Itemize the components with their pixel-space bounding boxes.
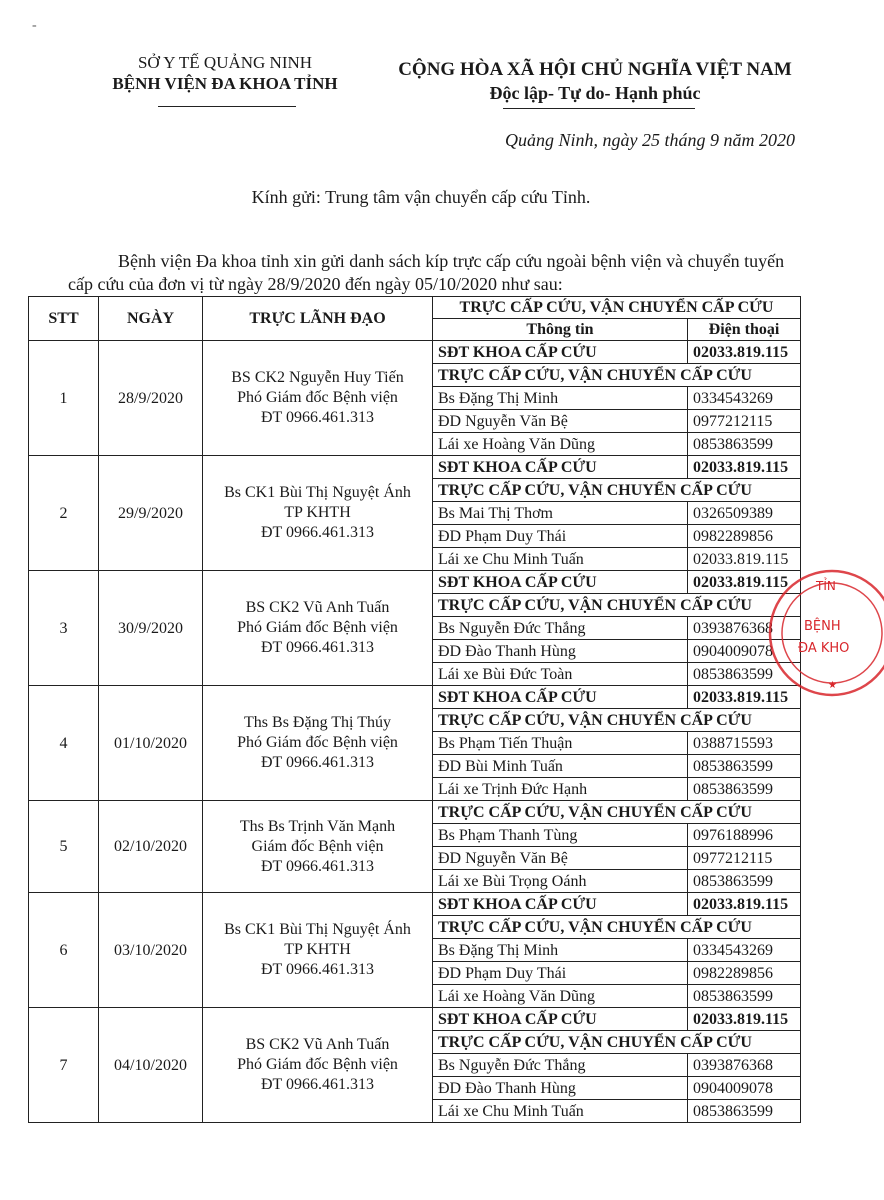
leader-line: Phó Giám đốc Bệnh viện [237,389,398,406]
row-date: 01/10/2020 [99,686,203,801]
motto-underline [503,108,695,109]
row-stt: 1 [29,341,99,456]
staff-name: Bs Đặng Thị Minh [433,939,688,962]
hotline-number: 02033.819.115 [688,1008,801,1031]
header-date: NGÀY [99,297,203,341]
leader-line: ĐT 0966.461.313 [260,754,375,771]
corner-mark: - [32,18,37,33]
duty-label: TRỰC CẤP CỨU, VẬN CHUYỂN CẤP CỨU [433,916,801,939]
table-row [29,341,801,364]
hotline-label: SĐT KHOA CẤP CỨU [433,1008,688,1031]
leader-line: Ths Bs Trịnh Văn Mạnh [239,817,396,835]
staff-phone: 0982289856 [688,525,801,548]
hotline-number: 02033.819.115 [688,341,801,364]
duty-label: TRỰC CẤP CỨU, VẬN CHUYỂN CẤP CỨU [433,479,801,502]
row-leader [203,341,433,456]
staff-name: ĐD Phạm Duy Thái [433,525,688,548]
staff-phone: 0393876368 [688,617,801,640]
leader-line: ĐT 0966.461.313 [260,639,375,656]
hotline-label: SĐT KHOA CẤP CỨU [433,341,688,364]
table-row [29,1008,801,1031]
duty-label: TRỰC CẤP CỨU, VẬN CHUYỂN CẤP CỨU [433,364,801,387]
national-header [380,58,810,105]
leader-line: Phó Giám đốc Bệnh viện [237,734,398,751]
leader-line: BS CK2 Vũ Anh Tuấn [245,1036,390,1053]
staff-name: Bs Mai Thị Thơm [433,502,688,525]
duty-label: TRỰC CẤP CỨU, VẬN CHUYỂN CẤP CỨU [433,594,801,617]
row-date: 03/10/2020 [99,893,203,1008]
row-leader [203,801,433,893]
staff-name: ĐD Nguyễn Văn Bệ [433,410,688,433]
staff-name: ĐD Đào Thanh Hùng [433,1077,688,1100]
leader-line: Giám đốc Bệnh viện [251,837,384,855]
svg-text:BỆNH: BỆNH [804,619,841,634]
header-duty: TRỰC CẤP CỨU, VẬN CHUYỂN CẤP CỨU [433,297,801,319]
issuer-department: SỞ Y TẾ QUẢNG NINH [137,53,313,72]
table-row [29,801,801,824]
staff-name: Bs Nguyễn Đức Thắng [433,617,688,640]
row-date: 30/9/2020 [99,571,203,686]
issuer-underline [158,106,296,107]
hotline-label: SĐT KHOA CẤP CỨU [433,456,688,479]
hotline-number: 02033.819.115 [688,456,801,479]
duty-schedule-table [28,296,801,1123]
staff-phone: 0334543269 [688,387,801,410]
staff-name: ĐD Đào Thanh Hùng [433,640,688,663]
table-row [29,893,801,916]
staff-name: Lái xe Hoàng Văn Dũng [433,985,688,1008]
staff-name: Bs Nguyễn Đức Thắng [433,1054,688,1077]
hotline-number: 02033.819.115 [688,686,801,709]
leader-line: ĐT 0966.461.313 [260,409,375,426]
header-stt: STT [29,297,99,341]
svg-text:★: ★ [828,680,837,691]
row-date: 28/9/2020 [99,341,203,456]
svg-text:ĐA KHO: ĐA KHO [798,641,850,656]
staff-phone: 0977212115 [688,847,801,870]
staff-phone: 0388715593 [688,732,801,755]
row-leader [203,686,433,801]
duty-label: TRỰC CẤP CỨU, VẬN CHUYỂN CẤP CỨU [433,1031,801,1054]
leader-line: Ths Bs Đặng Thị Thúy [244,714,391,731]
staff-phone: 0334543269 [688,939,801,962]
row-leader [203,893,433,1008]
staff-phone: 0904009078 [688,1077,801,1100]
national-motto: Độc lập- Tự do- Hạnh phúc [489,83,701,103]
row-leader [203,1008,433,1123]
hotline-label: SĐT KHOA CẤP CỨU [433,893,688,916]
staff-phone: 0326509389 [688,502,801,525]
row-leader [203,456,433,571]
hotline-label: SĐT KHOA CẤP CỨU [433,571,688,594]
staff-phone: 02033.819.115 [688,548,801,571]
recipient-line: Kính gửi: Trung tâm vận chuyển cấp cứu Tỉnh. [251,187,591,207]
leader-line: ĐT 0966.461.313 [260,961,375,978]
header-leader: TRỰC LÃNH ĐẠO [203,297,433,341]
leader-line: ĐT 0966.461.313 [260,524,375,541]
row-stt: 4 [29,686,99,801]
staff-phone: 0853863599 [688,663,801,686]
hotline-number: 02033.819.115 [688,893,801,916]
staff-name: ĐD Bùi Minh Tuấn [433,755,688,778]
staff-name: Lái xe Bùi Trọng Oánh [433,870,688,893]
duty-label: TRỰC CẤP CỨU, VẬN CHUYỂN CẤP CỨU [433,801,801,824]
row-leader [203,571,433,686]
staff-name: Lái xe Trịnh Đức Hạnh [433,778,688,801]
staff-phone: 0393876368 [688,1054,801,1077]
staff-phone: 0853863599 [688,985,801,1008]
row-date: 04/10/2020 [99,1008,203,1123]
header-info: Thông tin [433,319,688,341]
staff-name: Lái xe Chu Minh Tuấn [433,548,688,571]
issuer-hospital: BỆNH VIỆN ĐA KHOA TỈNH [112,74,338,93]
leader-line: Bs CK1 Bùi Thị Nguyệt Ánh [224,484,411,501]
hotline-label: SĐT KHOA CẤP CỨU [433,686,688,709]
staff-name: ĐD Phạm Duy Thái [433,962,688,985]
table-row [29,686,801,709]
issuer-header [80,52,370,94]
row-stt: 2 [29,456,99,571]
row-date: 02/10/2020 [99,801,203,893]
leader-line: TP KHTH [284,504,351,521]
staff-phone: 0976188996 [688,824,801,847]
leader-line: Bs CK1 Bùi Thị Nguyệt Ánh [224,921,411,938]
table-row [29,456,801,479]
leader-line: TP KHTH [284,941,351,958]
staff-name: Bs Phạm Thanh Tùng [433,824,688,847]
row-date: 29/9/2020 [99,456,203,571]
staff-name: Bs Đặng Thị Minh [433,387,688,410]
leader-line: ĐT 0966.461.313 [260,857,375,875]
row-stt: 3 [29,571,99,686]
staff-phone: 0853863599 [688,778,801,801]
leader-line: Phó Giám đốc Bệnh viện [237,619,398,636]
intro-paragraph: Bệnh viện Đa khoa tỉnh xin gửi danh sách kíp trực cấp cứu ngoài bệnh viện và chuyển tuyến cấp cứu của đơn vị từ ngày 28/9/2020 đến ngày 05/10/2020 như sau: [68,251,785,294]
leader-line: BS CK2 Vũ Anh Tuấn [245,599,390,616]
staff-phone: 0853863599 [688,433,801,456]
national-title: CỘNG HÒA XÃ HỘI CHỦ NGHĨA VIỆT NAM [398,59,792,80]
staff-phone: 0977212115 [688,410,801,433]
staff-name: ĐD Nguyễn Văn Bệ [433,847,688,870]
leader-line: ĐT 0966.461.313 [260,1076,375,1093]
duty-label: TRỰC CẤP CỨU, VẬN CHUYỂN CẤP CỨU [433,709,801,732]
staff-name: Bs Phạm Tiến Thuận [433,732,688,755]
document-date: Quảng Ninh, ngày 25 tháng 9 năm 2020 [505,130,795,150]
staff-phone: 0853863599 [688,1100,801,1123]
leader-line: Phó Giám đốc Bệnh viện [237,1056,398,1073]
row-stt: 6 [29,893,99,1008]
staff-phone: 0853863599 [688,755,801,778]
header-phone: Điện thoại [688,319,801,341]
row-stt: 7 [29,1008,99,1123]
hotline-number: 02033.819.115 [688,571,801,594]
table-row [29,571,801,594]
staff-phone: 0853863599 [688,870,801,893]
staff-name: Lái xe Hoàng Văn Dũng [433,433,688,456]
staff-phone: 0904009078 [688,640,801,663]
svg-text:TỈN: TỈN [816,579,836,593]
staff-phone: 0982289856 [688,962,801,985]
header-row [29,297,801,319]
leader-line: BS CK2 Nguyễn Huy Tiến [231,369,404,386]
staff-name: Lái xe Chu Minh Tuấn [433,1100,688,1123]
staff-name: Lái xe Bùi Đức Toàn [433,663,688,686]
row-stt: 5 [29,801,99,893]
